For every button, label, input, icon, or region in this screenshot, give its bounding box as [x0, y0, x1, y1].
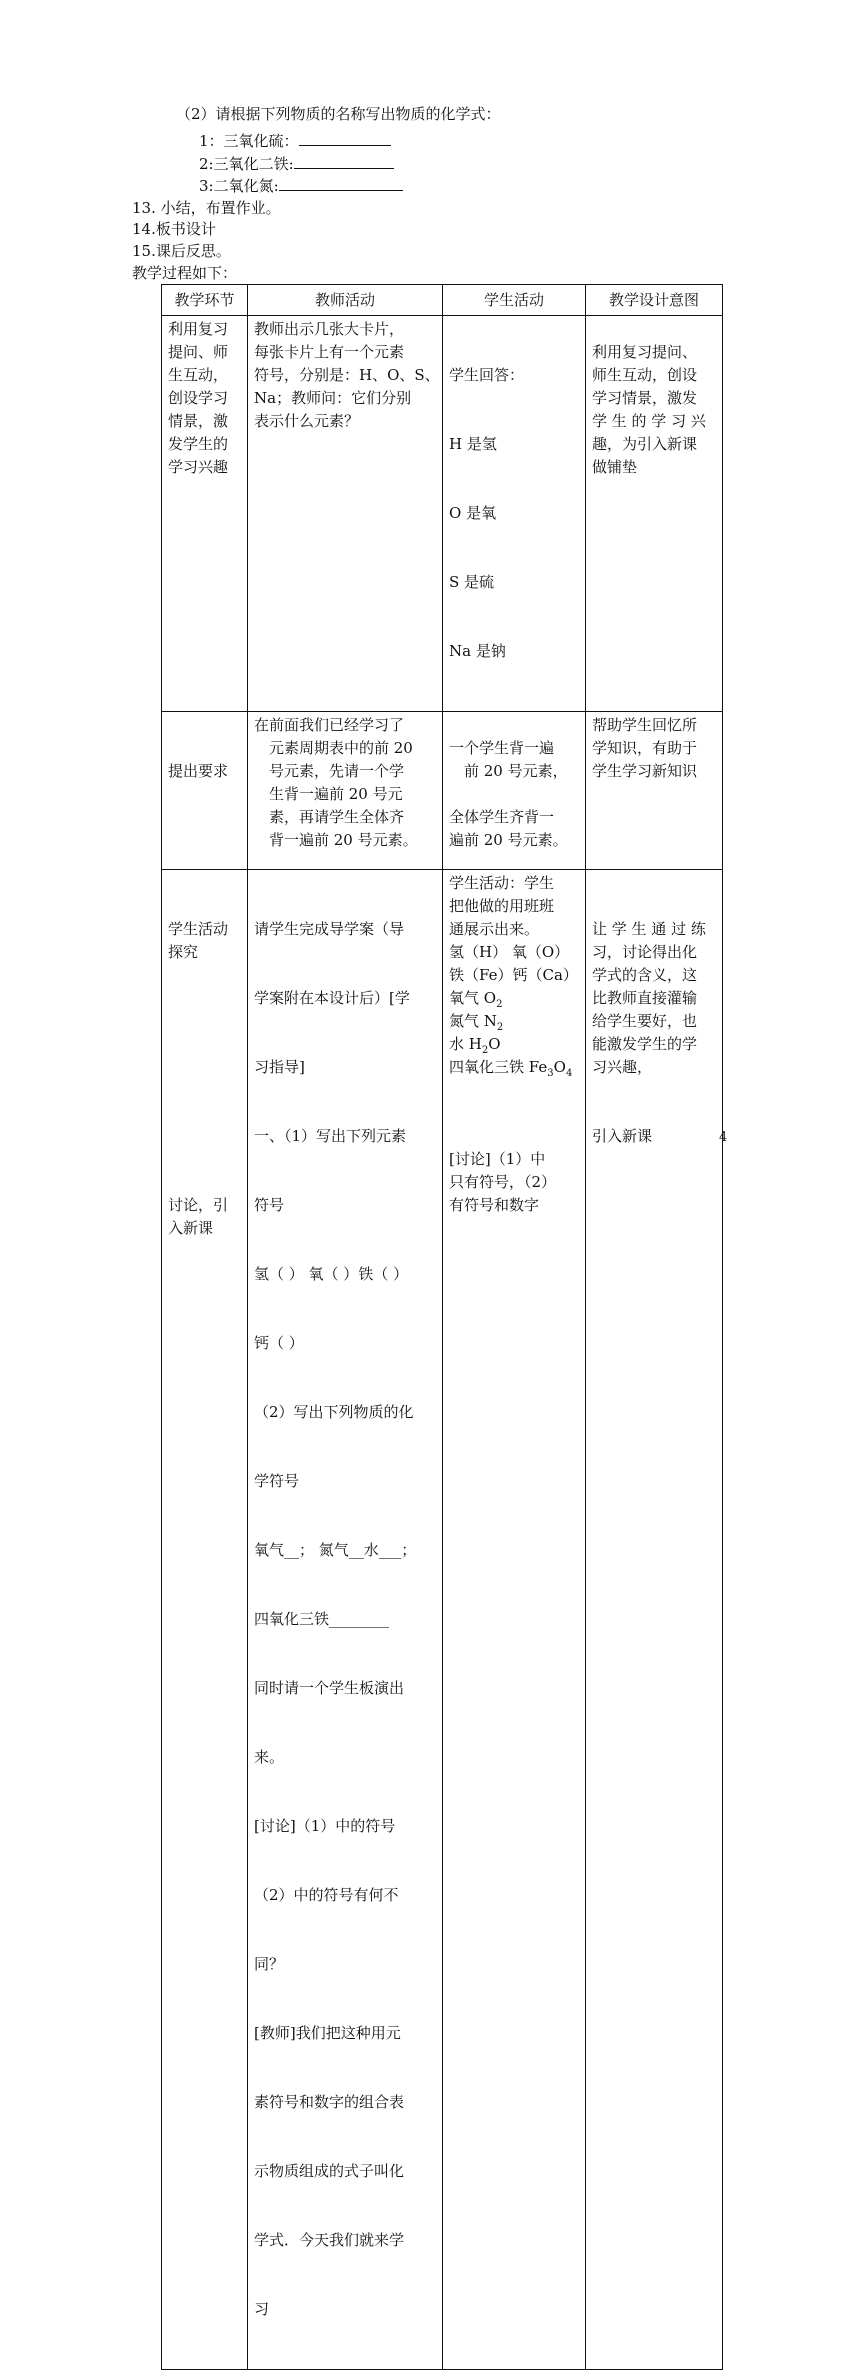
- teacher-cell: [248, 712, 443, 870]
- cell-line: 学知识，有助于: [592, 739, 698, 757]
- cell-line: 一个学生背一遍: [449, 739, 555, 757]
- cell-line: H 是氢: [449, 435, 497, 453]
- cell-line: 学式．今天我们就来学: [254, 2231, 405, 2249]
- cell-line: 氢（ ） 氧（ ）铁（ ）: [254, 1265, 409, 1283]
- table-row: [162, 712, 723, 870]
- cell-line: [168, 1102, 241, 1125]
- cell-line: O 是氧: [449, 504, 497, 522]
- cell-line: 入新课: [168, 1219, 214, 1237]
- cell-line: 学习情景，激发: [592, 389, 698, 407]
- cell-line: [168, 964, 241, 987]
- cell-line: [168, 1148, 241, 1171]
- table-row: [162, 316, 723, 712]
- formula-nitrogen: [449, 1010, 579, 1033]
- subscript: 2: [496, 999, 503, 1010]
- cell-line: 把他做的用班班: [449, 897, 555, 915]
- question-item-3: [199, 175, 403, 196]
- header-intent: 教学设计意图: [586, 285, 723, 316]
- cell-line: 在前面我们已经学习了: [254, 716, 405, 734]
- cell-line: 前 20 号元素，: [464, 762, 568, 780]
- cell-line: [讨论]（1）中: [449, 1150, 546, 1168]
- item-label: 3:二氧化氮:: [199, 177, 279, 195]
- cell-line: 让 学 生 通 过 练: [592, 920, 706, 938]
- cell-line: 提问、师: [168, 343, 229, 361]
- answer-blank[interactable]: [279, 175, 403, 191]
- cell-line: [449, 1079, 579, 1102]
- page-number: 4: [719, 1130, 728, 1145]
- formula-fe3o4: [449, 1056, 579, 1079]
- cell-line: 学符号: [254, 1472, 300, 1490]
- cell-line: 学生活动: [168, 920, 229, 938]
- cell-line: 四氧化三铁________: [254, 1610, 390, 1628]
- cell-line: 学式的含义，这: [592, 966, 698, 984]
- step-13: 13. 小结，布置作业。: [132, 199, 281, 217]
- cell-line: 探究: [168, 943, 199, 961]
- cell-line: 来。: [254, 1748, 285, 1766]
- table-row: [162, 870, 723, 2370]
- cell-line: 号元素，先请一个学: [269, 762, 405, 780]
- lesson-table: [161, 284, 723, 2370]
- stage-cell: [162, 870, 248, 2370]
- element-symbol: O: [483, 989, 497, 1007]
- cell-line: [449, 714, 579, 737]
- cell-line: S 是硫: [449, 573, 495, 591]
- cell-line: 比教师直接灌输: [592, 989, 698, 1007]
- cell-line: 一、（1）写出下列元素: [254, 1127, 407, 1145]
- cell-line: 学生活动：学生: [449, 874, 555, 892]
- stage-cell: [162, 712, 248, 870]
- cell-line: Na；教师问：它们分别: [254, 389, 412, 407]
- cell-line: 能激发学生的学: [592, 1035, 698, 1053]
- cell-line: 通展示出来。: [449, 920, 540, 938]
- cell-line: 给学生要好，也: [592, 1012, 698, 1030]
- item-label: 2:三氧化二铁:: [199, 155, 294, 173]
- cell-line: 只有符号，（2）: [449, 1173, 557, 1191]
- stage-cell: [162, 316, 248, 712]
- cell-line: [592, 895, 716, 918]
- teacher-cell: [248, 870, 443, 2370]
- step-15: 15.课后反思。: [132, 242, 231, 260]
- cell-line: 表示什么元素？: [254, 412, 360, 430]
- process-title: 教学过程如下：: [132, 264, 238, 282]
- cell-line: 素符号和数字的组合表: [254, 2093, 405, 2111]
- cell-line: 同时请一个学生板演出: [254, 1679, 405, 1697]
- cell-line: 符号: [254, 1196, 285, 1214]
- subscript: 2: [496, 1022, 504, 1033]
- cell-line: [168, 737, 241, 760]
- cell-line: （2）中的符号有何不: [254, 1886, 399, 1904]
- cell-line: [449, 1102, 579, 1125]
- cell-line: Na 是钠: [449, 642, 506, 660]
- element-symbol: O: [553, 1058, 566, 1076]
- cell-line: 有符号和数字: [449, 1196, 540, 1214]
- step-14: 14.板书设计: [132, 220, 216, 238]
- cell-line: 生背一遍前 20 号元: [269, 785, 403, 803]
- cell-line: 学生学习新知识: [592, 762, 698, 780]
- item-label: 1：三氧化硫：: [199, 132, 299, 150]
- cell-line: 做铺垫: [592, 458, 638, 476]
- subscript: 4: [565, 1068, 573, 1079]
- question-2: （2）请根据下列物质的名称写出物质的化学式：: [176, 105, 501, 123]
- cell-line: 提出要求: [168, 762, 229, 780]
- cell-line: 趣，为引入新课: [592, 435, 698, 453]
- cell-line: [168, 714, 241, 737]
- cell-line: 习兴趣，: [592, 1058, 653, 1076]
- cell-line: [449, 1125, 579, 1148]
- header-teacher: 教师活动: [248, 285, 443, 316]
- cell-line: 利用复习提问、: [592, 343, 698, 361]
- answer-blank[interactable]: [299, 130, 391, 146]
- header-student: 学生活动: [443, 285, 586, 316]
- cell-line: 学案附在本设计后）[学: [254, 989, 410, 1007]
- intent-cell: [586, 870, 723, 2370]
- question-item-1: [199, 130, 391, 151]
- cell-line: （2）写出下列物质的化: [254, 1403, 414, 1421]
- cell-line: 习指导]: [254, 1058, 305, 1076]
- cell-line: [168, 895, 241, 918]
- element-symbol: O: [488, 1035, 501, 1053]
- cell-line: 元素周期表中的前 20: [269, 739, 413, 757]
- cell-line: [592, 872, 716, 895]
- cell-line: [168, 1056, 241, 1079]
- cell-line: [449, 783, 579, 806]
- cell-line: [168, 987, 241, 1010]
- cell-line: [592, 1079, 716, 1102]
- element-symbol: N: [483, 1012, 497, 1030]
- formula-name: 水: [449, 1035, 465, 1053]
- intent-cell: [586, 316, 723, 712]
- cell-line: 铁（Fe）钙（Ca）: [449, 966, 578, 984]
- cell-line: 创设学习: [168, 389, 229, 407]
- cell-line: 习，讨论得出化: [592, 943, 698, 961]
- cell-line: 素，再请学生全体齐: [269, 808, 405, 826]
- student-cell: [443, 870, 586, 2370]
- cell-line: 发学生的: [168, 435, 229, 453]
- student-cell: [443, 712, 586, 870]
- intent-cell: [586, 712, 723, 870]
- cell-line: 氢（H） 氧（O）: [449, 943, 570, 961]
- cell-line: [168, 1010, 241, 1033]
- cell-line: [168, 1079, 241, 1102]
- cell-line: 同？: [254, 1955, 285, 1973]
- subscript: 3: [547, 1068, 554, 1079]
- cell-line: 习: [254, 2300, 270, 2318]
- cell-line: [讨论]（1）中的符号: [254, 1817, 396, 1835]
- cell-line: 符号，分别是：H、O、S、: [254, 366, 440, 384]
- formula-water: [449, 1033, 579, 1056]
- cell-line: 帮助学生回忆所: [592, 716, 698, 734]
- answer-blank[interactable]: [294, 153, 394, 169]
- header-stage: 教学环节: [162, 285, 248, 316]
- cell-line: 请学生完成导学案（导: [254, 920, 405, 938]
- cell-line: [168, 1171, 241, 1194]
- question-item-2: [199, 153, 394, 174]
- cell-line: 讨论，引: [168, 1196, 229, 1214]
- cell-line: 利用复习: [168, 320, 229, 338]
- formula-name: 氮气: [449, 1012, 480, 1030]
- cell-line: 生互动，: [168, 366, 229, 384]
- student-cell: [443, 316, 586, 712]
- table-header-row: [162, 285, 723, 316]
- cell-line: 教师出示几张大卡片，: [254, 320, 405, 338]
- cell-line: 情景，激: [168, 412, 229, 430]
- cell-line: 师生互动，创设: [592, 366, 698, 384]
- formula-name: 四氧化三铁: [449, 1058, 525, 1076]
- element-symbol: H: [468, 1035, 482, 1053]
- cell-line: 学生回答：: [449, 366, 525, 384]
- formula-oxygen: [449, 987, 579, 1010]
- cell-line: [教师]我们把这种用元: [254, 2024, 401, 2042]
- formula-name: 氧气: [449, 989, 480, 1007]
- cell-line: 学习兴趣: [168, 458, 229, 476]
- cell-line: 示物质组成的式子叫化: [254, 2162, 405, 2180]
- teacher-cell: [248, 316, 443, 712]
- element-symbol: Fe: [528, 1058, 548, 1076]
- cell-line: [592, 318, 716, 341]
- cell-line: 氧气__； 氮气__水___；: [254, 1541, 417, 1559]
- subscript: 2: [481, 1045, 489, 1056]
- cell-line: 引入新课: [592, 1127, 653, 1145]
- cell-line: 每张卡片上有一个元素: [254, 343, 405, 361]
- cell-line: 钙（ ）: [254, 1334, 304, 1352]
- cell-line: 全体学生齐背一: [449, 808, 555, 826]
- cell-line: [168, 1125, 241, 1148]
- cell-line: 学 生 的 学 习 兴: [592, 412, 706, 430]
- cell-line: [592, 1102, 716, 1125]
- cell-line: [168, 872, 241, 895]
- cell-line: 背一遍前 20 号元素。: [269, 831, 418, 849]
- cell-line: 遍前 20 号元素。: [449, 831, 568, 849]
- cell-line: [168, 1033, 241, 1056]
